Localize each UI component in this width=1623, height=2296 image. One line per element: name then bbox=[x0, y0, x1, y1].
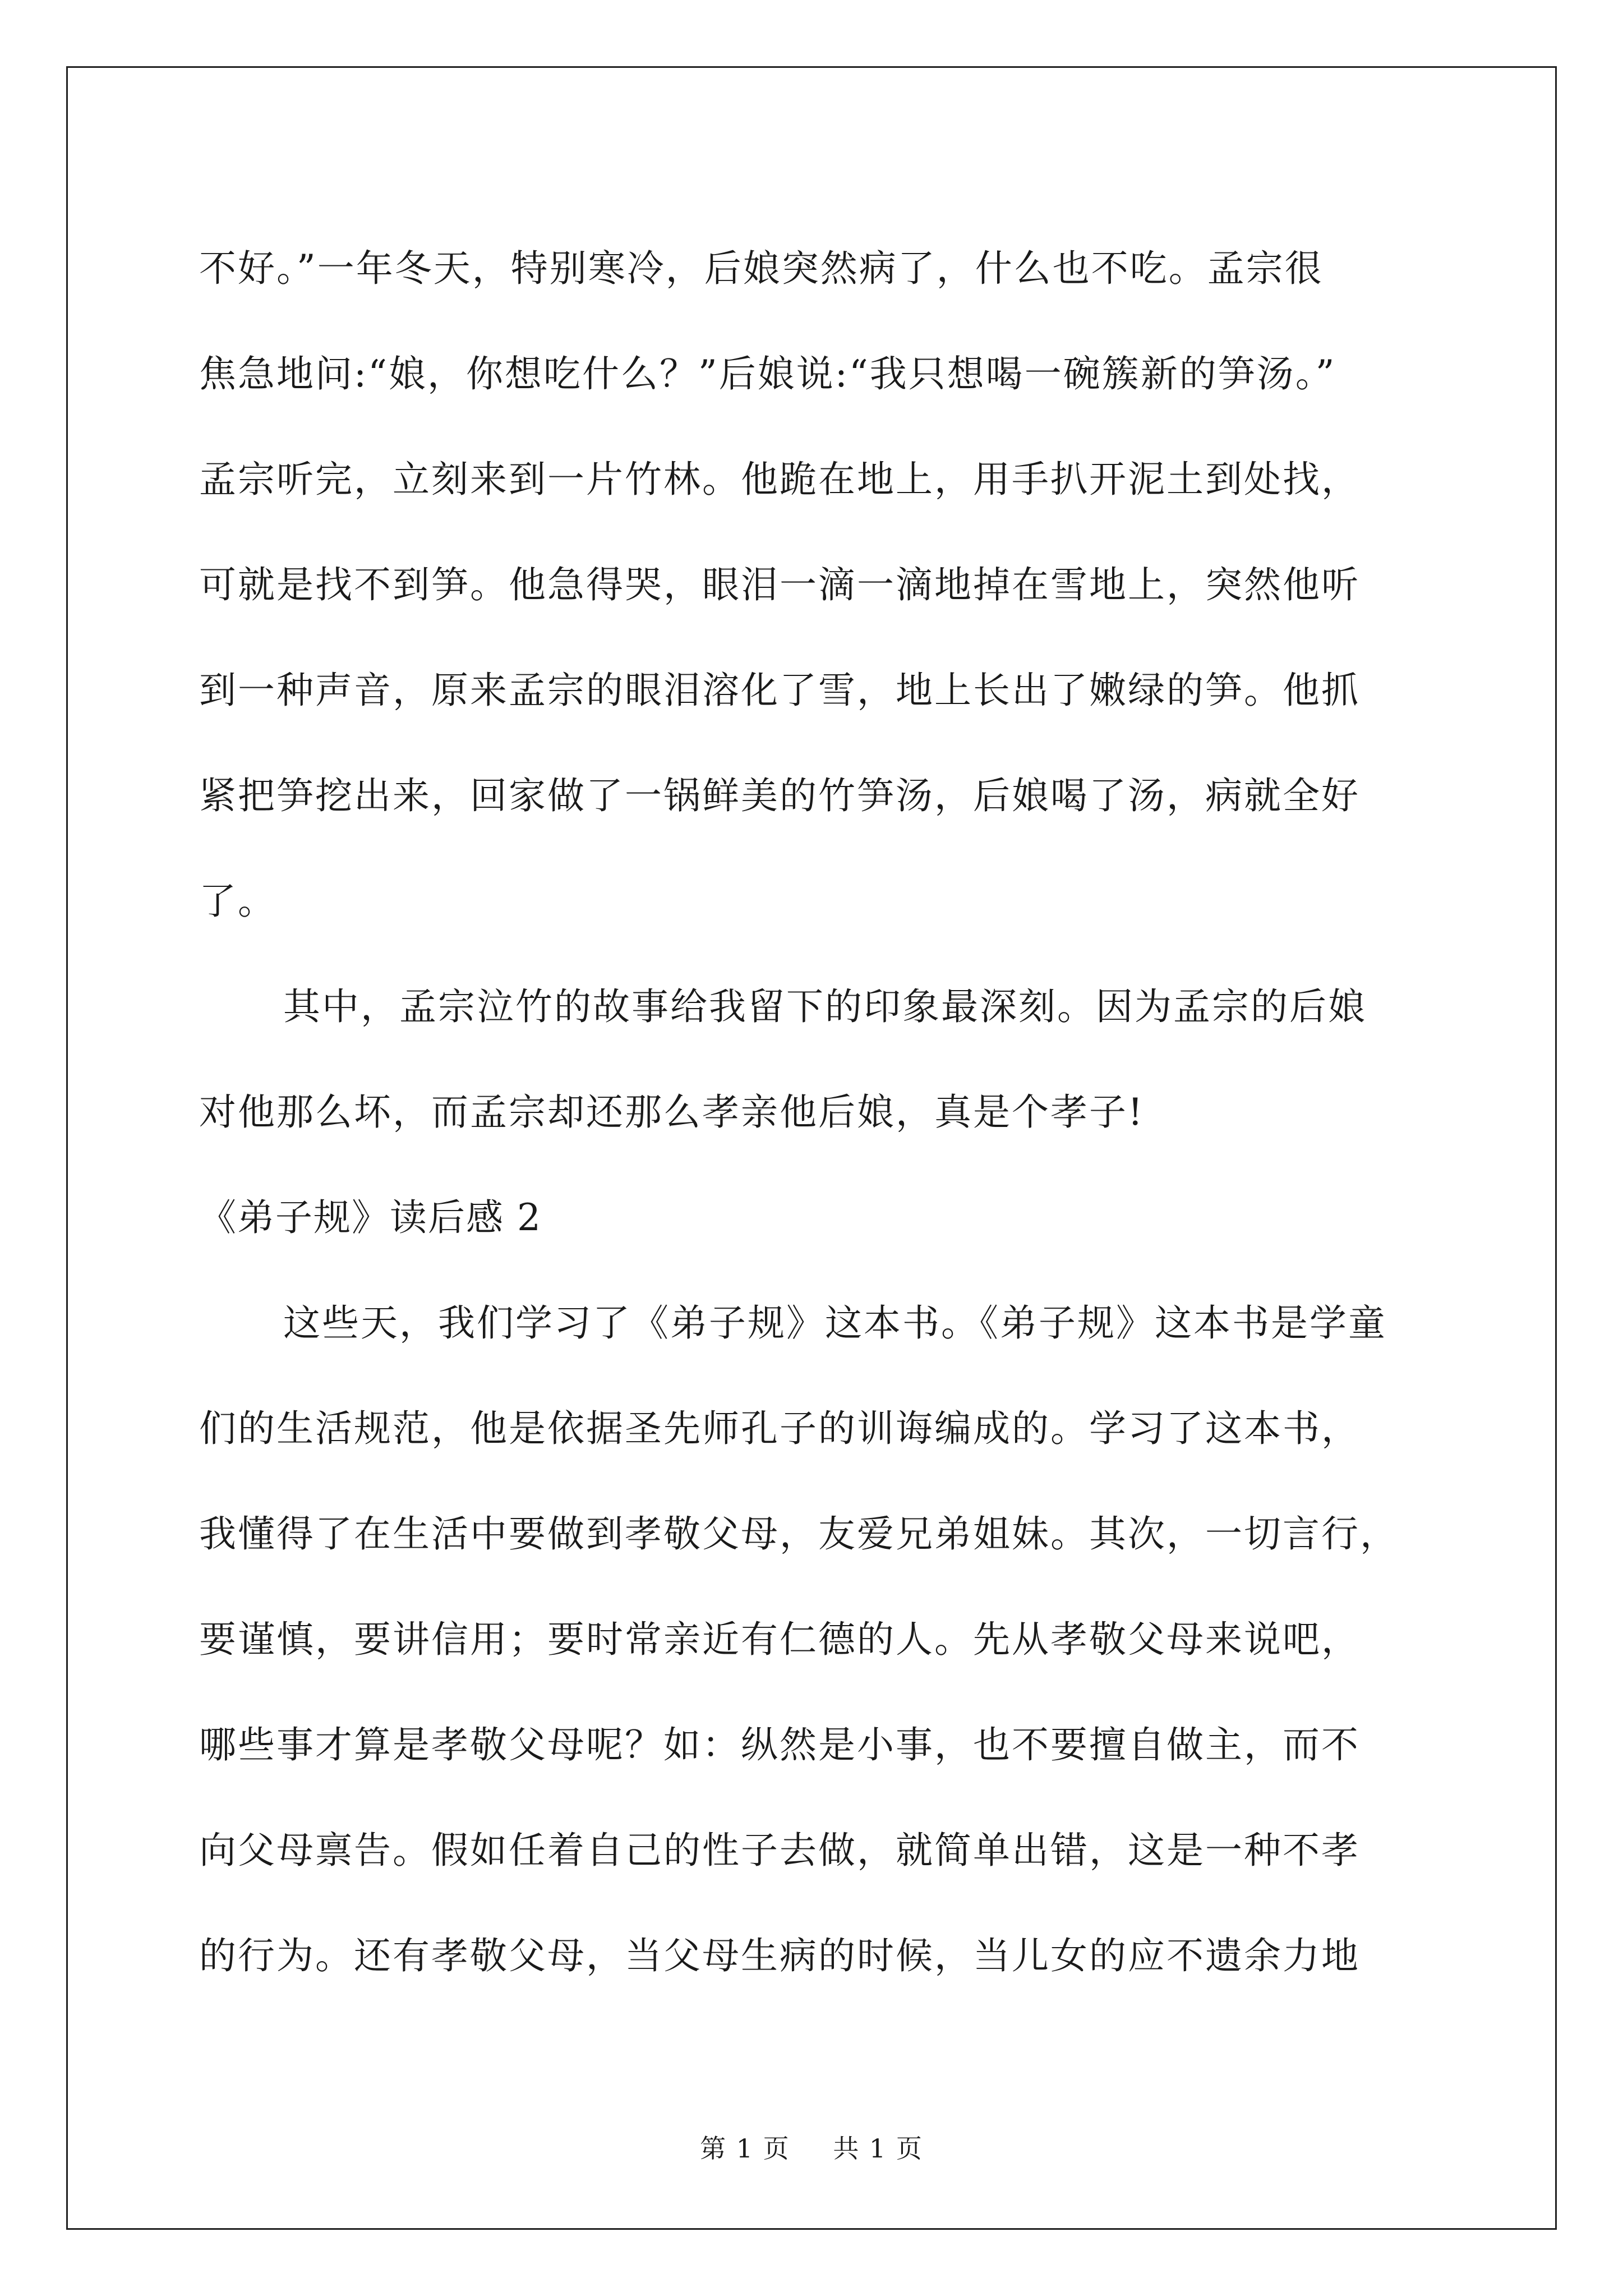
text-line: 了。 bbox=[199, 880, 276, 923]
text-line: 要谨慎，要讲信用；要时常亲近有仁德的人。先从孝敬父母来说吧， bbox=[199, 1618, 1360, 1661]
paragraph-essay-2 bbox=[199, 1271, 1433, 2009]
text-line: 可就是找不到笋。他急得哭，眼泪一滴一滴地掉在雪地上，突然他听 bbox=[199, 563, 1360, 606]
text-line: 不好。”一年冬天，特别寒冷，后娘突然病了，什么也不吃。孟宗很 bbox=[199, 247, 1324, 290]
page-footer bbox=[0, 2132, 1623, 2165]
document-body bbox=[199, 216, 1433, 2009]
text-line: 哪些事才算是孝敬父母呢？如：纵然是小事，也不要擅自做主，而不 bbox=[199, 1723, 1360, 1766]
text-line: 焦急地问:“娘，你想吃什么？”后娘说:“我只想喝一碗簇新的笋汤。” bbox=[199, 352, 1336, 395]
paragraph-story-continuation bbox=[199, 216, 1433, 954]
text-line: 我懂得了在生活中要做到孝敬父母，友爱兄弟姐妹。其次，一切言行， bbox=[199, 1512, 1399, 1556]
text-line: 到一种声音，原来孟宗的眼泪溶化了雪，地上长出了嫩绿的笋。他抓 bbox=[199, 669, 1360, 712]
paragraph-reflection bbox=[199, 954, 1433, 1165]
text-line: 这些天，我们学习了《弟子规》这本书。《弟子规》这本书是学童 bbox=[283, 1301, 1387, 1345]
page-number: 第 1 页 bbox=[700, 2133, 790, 2164]
text-line: 对他那么坏，而孟宗却还那么孝亲他后娘，真是个孝子! bbox=[199, 1091, 1145, 1134]
section-heading: 《弟子规》读后感 2 bbox=[199, 1196, 542, 1239]
page-total: 共 1 页 bbox=[833, 2133, 923, 2164]
text-line: 其中，孟宗泣竹的故事给我留下的印象最深刻。因为孟宗的后娘 bbox=[283, 985, 1367, 1028]
text-line: 孟宗听完，立刻来到一片竹林。他跪在地上，用手扒开泥土到处找， bbox=[199, 458, 1360, 501]
text-line: 的行为。还有孝敬父母，当父母生病的时候，当儿女的应不遗余力地 bbox=[199, 1934, 1360, 1977]
text-line: 们的生活规范，他是依据圣先师孔子的训诲编成的。学习了这本书， bbox=[199, 1407, 1360, 1450]
text-line: 紧把笋挖出来，回家做了一锅鲜美的竹笋汤，后娘喝了汤，病就全好 bbox=[199, 774, 1360, 817]
text-line: 向父母禀告。假如任着自己的性子去做，就简单出错，这是一种不孝 bbox=[199, 1829, 1360, 1872]
